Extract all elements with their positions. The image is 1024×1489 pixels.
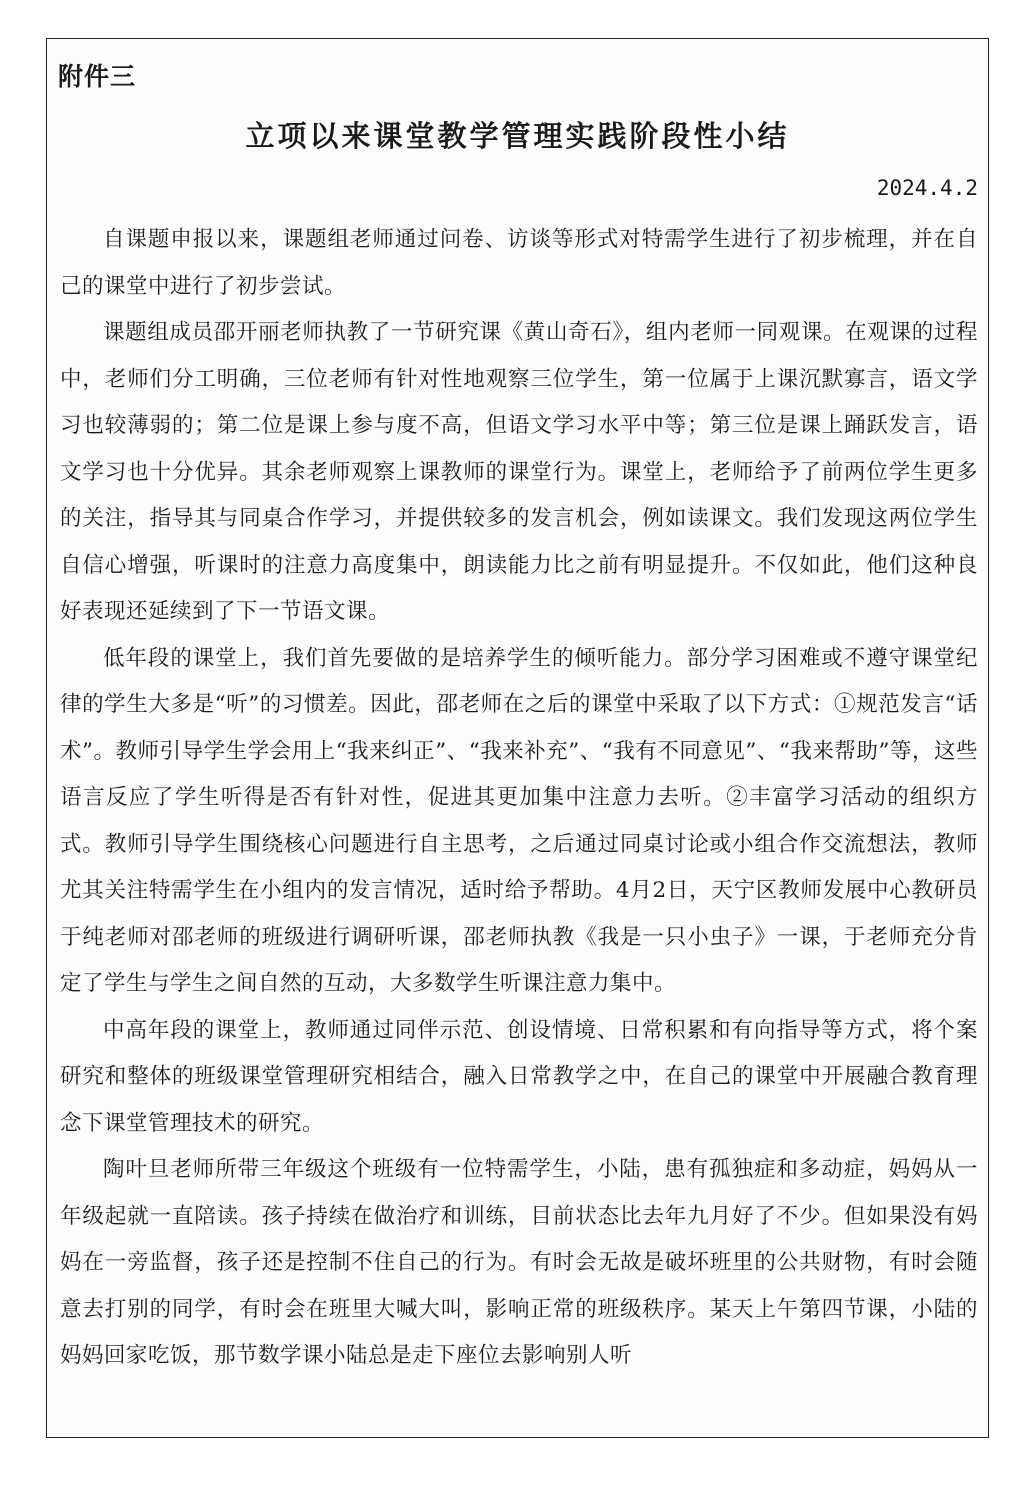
paragraph-upper-grades: 中高年段的课堂上，教师通过同伴示范、创设情境、日常积累和有向指导等方式，将个案研究和整体的班级课堂管理研究相结合，融入日常教学之中，在自己的课堂中开展融合教育理念下课堂管理技术的研究。 [60, 1017, 978, 1136]
document-date: 2024.4.2 [876, 176, 978, 200]
attachment-label: 附件三 [58, 62, 137, 91]
paragraph-lower-grades: 低年段的课堂上，我们首先要做的是培养学生的倾听能力。部分学习困难或不遵守课堂纪律的学生大多是“听”的习惯差。因此，邵老师在之后的课堂中采取了以下方式：①规范发言“话术”。教师引导学生学会用上“我来纠正”、“我来补充”、“我有不同意见”、“我来帮助”等，这些语言反应了学生听得是否有针对性，促进其更加集中注意力去听。②丰富学习活动的组织方式。教师引导学生围绕核心问题进行自主思考，之后通过同桌讨论或小组合作交流想法，教师尤其关注特需学生在小组内的发言情况，适时给予帮助。4月2日，天宁区教师发展中心教研员于纯老师对邵老师的班级进行调研听课，邵老师执教《我是一只小虫子》一课，于老师充分肯定了学生与学生之间自然的互动，大多数学生听课注意力集中。 [60, 645, 978, 996]
document-title: 立项以来课堂教学管理实践阶段性小结 [245, 119, 790, 153]
document-body [60, 217, 978, 1380]
paragraph-research-lesson: 课题组成员邵开丽老师执教了一节研究课《黄山奇石》，组内老师一同观课。在观课的过程中，老师们分工明确，三位老师有针对性地观察三位学生，第一位属于上课沉默寡言，语文学习也较薄弱的；第二位是课上参与度不高，但语文学习水平中等；第三位是课上踊跃发言，语文学习也十分优异。其余老师观察上课教师的课堂行为。课堂上，老师给予了前两位学生更多的关注，指导其与同桌合作学习，并提供较多的发言机会，例如读课文。我们发现这两位学生自信心增强，听课时的注意力高度集中，朗读能力比之前有明显提升。不仅如此，他们这种良好表现还延续到了下一节语文课。 [60, 320, 978, 624]
paragraph-case-study: 陶叶旦老师所带三年级这个班级有一位特需学生，小陆，患有孤独症和多动症，妈妈从一年级起就一直陪读。孩子持续在做治疗和训练，目前状态比去年九月好了不少。但如果没有妈妈在一旁监督，孩子还是控制不住自己的行为。有时会无故是破坏班里的公共财物，有时会随意去打别的同学，有时会在班里大喊大叫，影响正常的班级秩序。某天上午第四节课，小陆的妈妈回家吃饭，那节数学课小陆总是走下座位去影响别人听 [60, 1157, 978, 1368]
paragraph-intro: 自课题申报以来，课题组老师通过问卷、访谈等形式对特需学生进行了初步梳理，并在自己的课堂中进行了初步尝试。 [60, 227, 978, 299]
